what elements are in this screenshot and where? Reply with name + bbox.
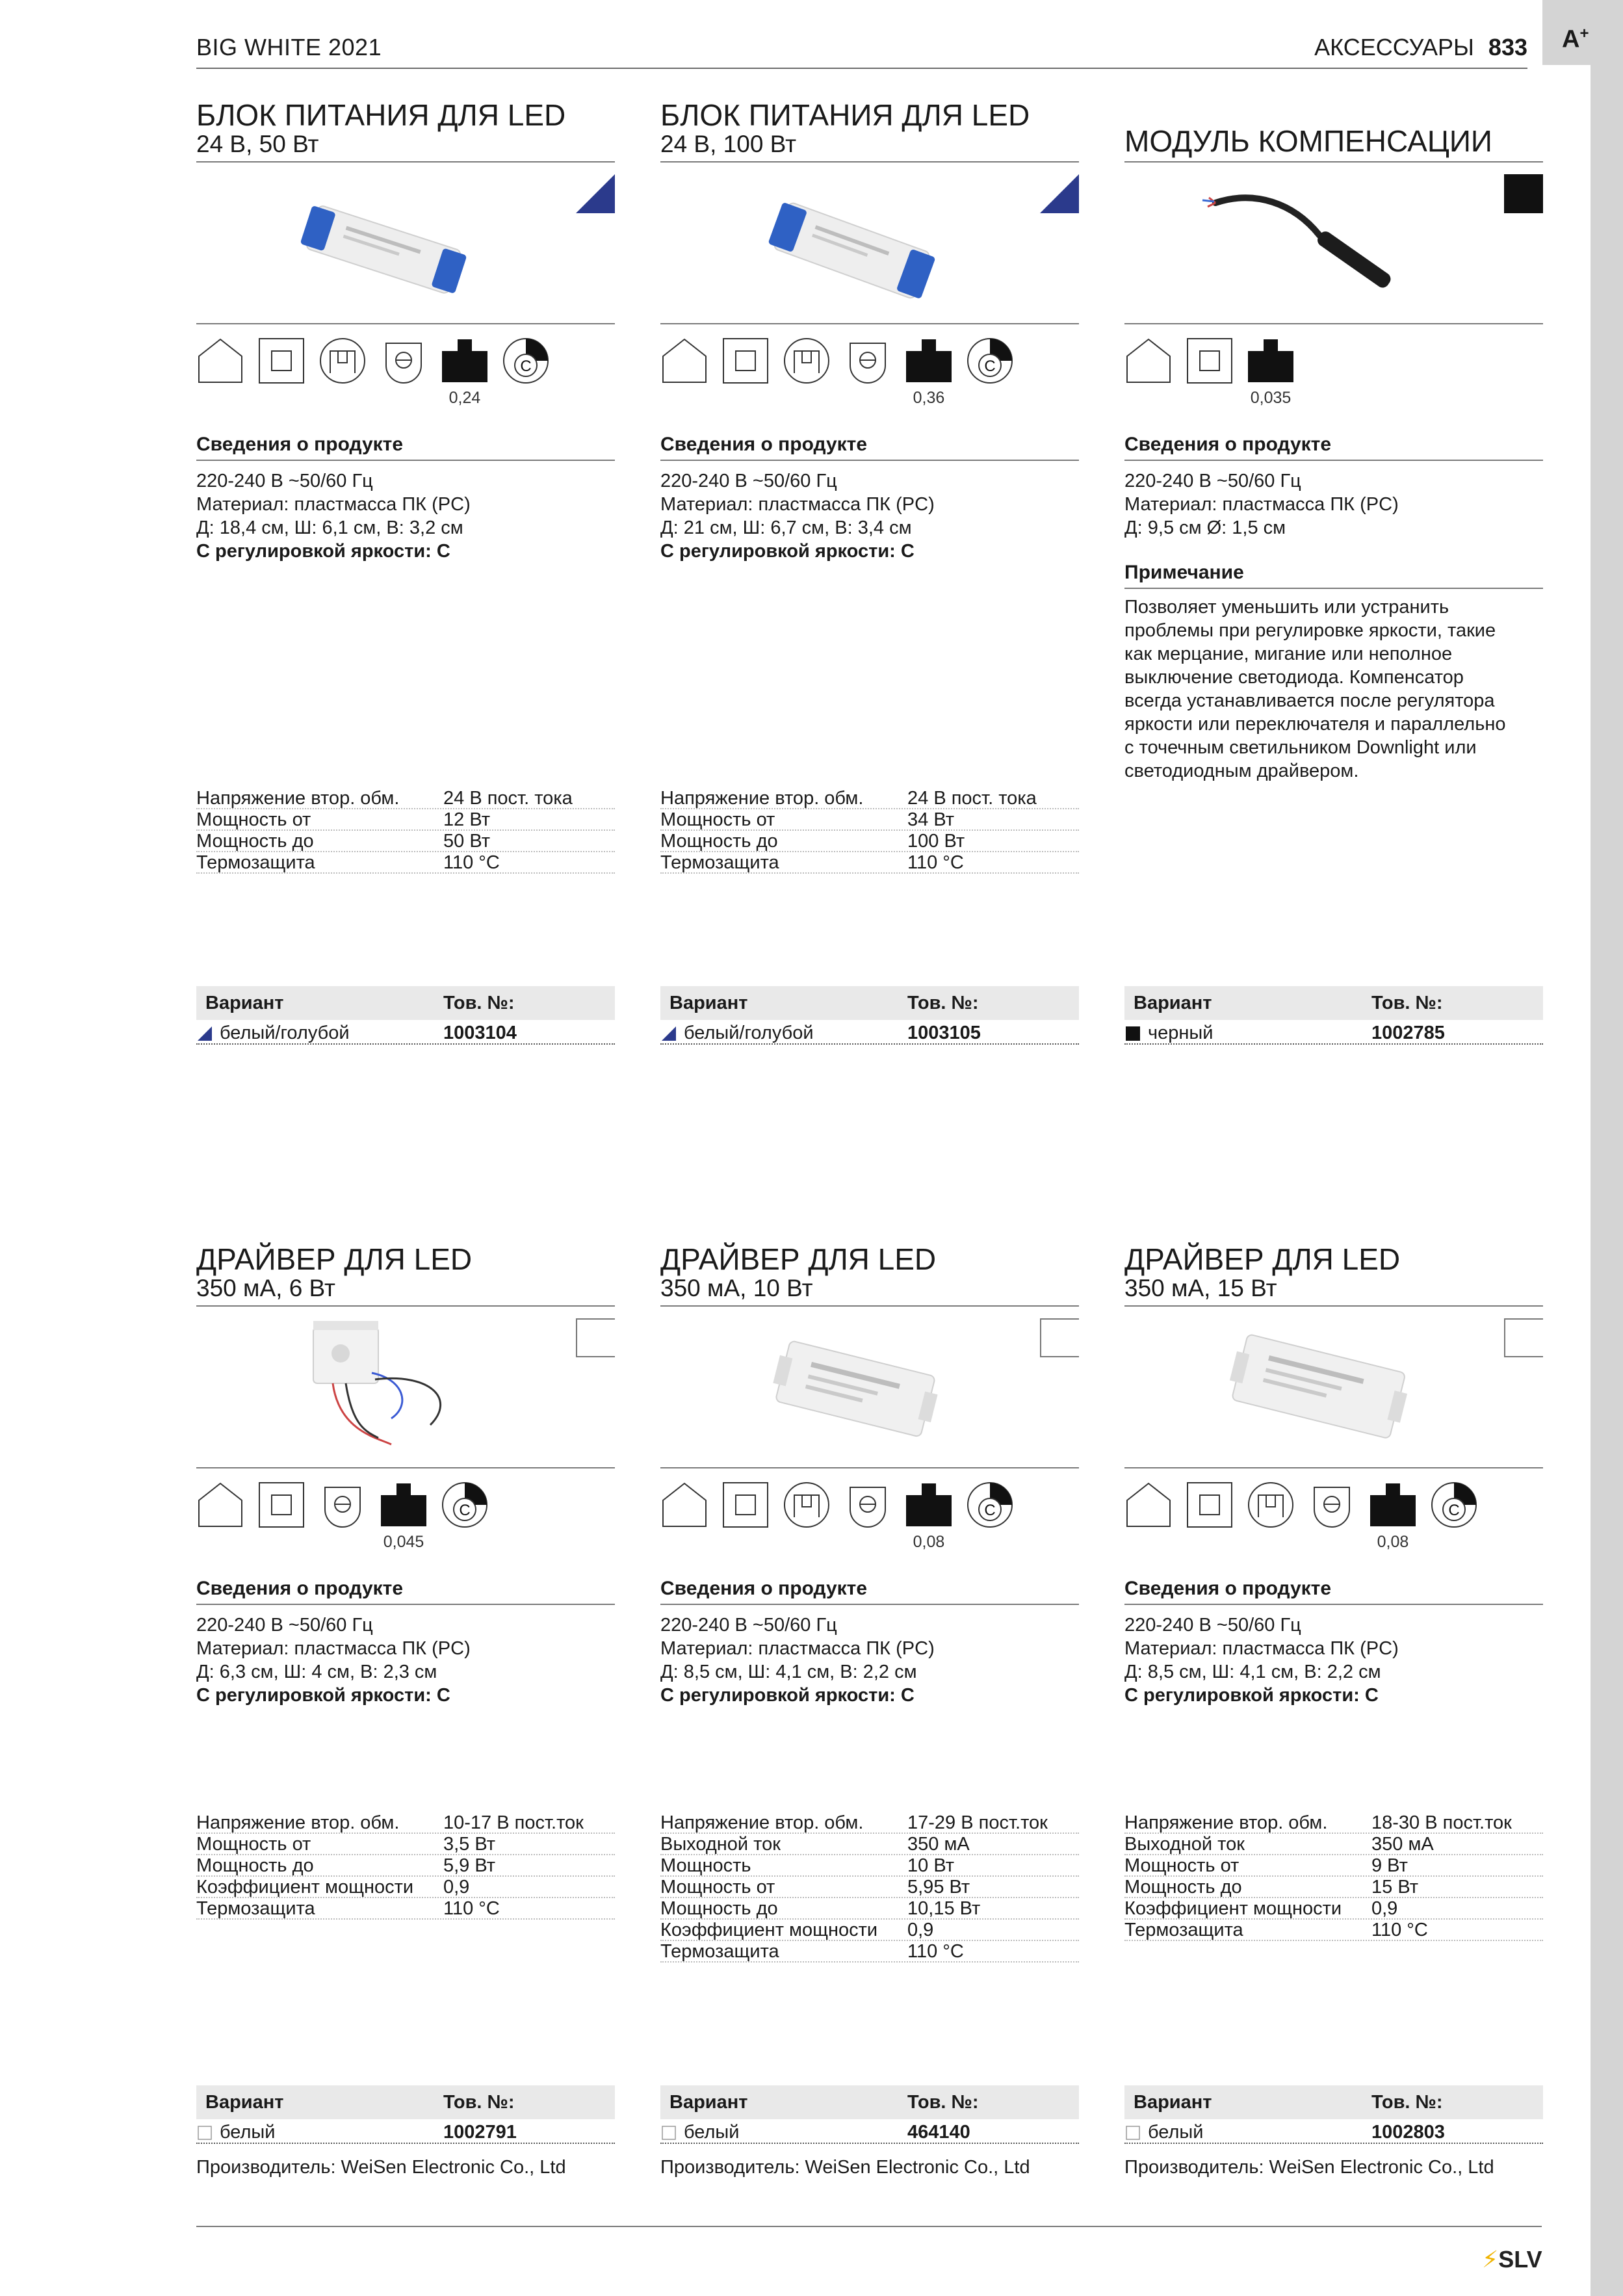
thermal-protection-icon (1308, 1481, 1356, 1529)
spec-value: 10,15 Вт (907, 1898, 981, 1919)
energy-class-tab (1542, 0, 1623, 65)
brand-name: SLV (1498, 2246, 1542, 2273)
note-section-title: Примечание (1124, 562, 1543, 589)
weight-value: 0,24 (448, 389, 481, 407)
item-number: 1003104 (443, 1023, 517, 1043)
dimming-info: С регулировкой яркости: C (196, 1685, 450, 1706)
spec-row (196, 1812, 615, 1834)
divider (196, 1467, 615, 1468)
spec-row (660, 1855, 1079, 1877)
variant-header (1124, 2085, 1543, 2119)
dimming-info: С регулировкой яркости: C (196, 541, 450, 562)
protection-class-icon (1186, 1481, 1234, 1529)
side-strip (1591, 0, 1623, 2296)
note-line: всегда устанавливается после регулятора (1124, 690, 1495, 711)
spec-row (660, 1898, 1079, 1920)
variant-header (660, 2085, 1079, 2119)
swatch-blue-icon (198, 1026, 212, 1041)
spec-key: Термозащита (660, 1941, 779, 1962)
spec-row (1124, 1898, 1543, 1920)
spec-key: Мощность (660, 1855, 751, 1876)
thermal-protection-icon (844, 337, 892, 385)
dimming-c-icon (966, 1481, 1014, 1529)
product-card (196, 1243, 615, 2185)
spec-row (196, 1855, 615, 1877)
thermal-protection-icon (380, 337, 428, 385)
variant-row (1124, 1020, 1543, 1045)
spec-value: 110 °C (443, 1898, 500, 1919)
catalog-title: BIG WHITE 2021 (196, 34, 382, 60)
divider (1124, 1467, 1543, 1468)
divider (1124, 323, 1543, 324)
spec-row (196, 852, 615, 874)
item-no-col: Тов. №: (443, 993, 515, 1013)
product-info (660, 469, 1079, 563)
spec-key: Термозащита (196, 1898, 315, 1919)
spec-value: 10-17 В пост.ток (443, 1812, 584, 1833)
spec-key: Напряжение втор. обм. (196, 1812, 400, 1833)
variant-table (1124, 986, 1543, 1045)
product-card (1124, 99, 1543, 1041)
thermal-protection-icon (318, 1481, 367, 1529)
tab-sup: + (1579, 25, 1589, 42)
spec-key: Мощность до (1124, 1877, 1242, 1898)
product-card (660, 99, 1079, 1041)
spec-value: 0,9 (1371, 1898, 1398, 1919)
note-line: проблемы при регулировке яркости, такие (1124, 620, 1496, 641)
spec-value: 350 мА (1371, 1834, 1434, 1855)
page-header (196, 34, 1527, 69)
swatch-black-icon (1126, 1026, 1140, 1041)
spec-value: 5,9 Вт (443, 1855, 496, 1876)
product-info (1124, 469, 1543, 540)
note-line: яркости или переключателя и параллельно (1124, 714, 1506, 735)
variant-table (1124, 2085, 1543, 2144)
divider (660, 1467, 1079, 1468)
spec-key: Мощность до (196, 1855, 314, 1876)
info-line: Материал: пластмасса ПК (PC) (1124, 1638, 1399, 1659)
weight-icon (1247, 337, 1295, 385)
footer-divider (196, 2226, 1542, 2227)
spec-value: 9 Вт (1371, 1855, 1408, 1876)
spec-value: 110 °C (907, 852, 964, 873)
variant-col: Вариант (205, 993, 284, 1013)
spec-row (1124, 1920, 1543, 1941)
indoor-house-icon (196, 337, 244, 385)
product-title: БЛОК ПИТАНИЯ ДЛЯ LED (196, 98, 566, 132)
product-subtitle: 350 мА, 6 Вт (196, 1275, 335, 1301)
dimming-c-icon (1430, 1481, 1478, 1529)
info-line: Материал: пластмасса ПК (PC) (1124, 494, 1399, 515)
dimming-c-icon (502, 337, 550, 385)
info-line: 220-240 В ~50/60 Гц (660, 1615, 837, 1636)
independent-driver-icon (783, 1481, 831, 1529)
product-image-driver-15w (1124, 1308, 1543, 1469)
variant-name: белый/голубой (684, 1023, 814, 1043)
product-info (196, 469, 615, 563)
spec-value: 350 мА (907, 1834, 970, 1855)
svg-text:C: C (1448, 1502, 1460, 1519)
spec-value: 18-30 В пост.ток (1371, 1812, 1512, 1833)
spec-key: Термозащита (660, 852, 779, 873)
product-subtitle: 24 В, 50 Вт (196, 131, 319, 157)
dimming-c-icon (441, 1481, 489, 1529)
manufacturer: Производитель: WeiSen Electronic Co., Ltd (196, 2157, 566, 2178)
svg-text:C: C (459, 1502, 471, 1519)
product-subtitle: 350 мА, 15 Вт (1124, 1275, 1277, 1301)
manufacturer: Производитель: WeiSen Electronic Co., Ltd (1124, 2157, 1494, 2178)
spec-value: 100 Вт (907, 831, 965, 852)
spec-key: Выходной ток (1124, 1834, 1245, 1855)
spec-key: Выходной ток (660, 1834, 781, 1855)
specs-table (196, 1812, 615, 1920)
weight-value: 0,08 (913, 1533, 945, 1551)
product-image-compensation-module (1124, 164, 1543, 325)
product-subtitle: 350 мА, 10 Вт (660, 1275, 813, 1301)
note-line: светодиодным драйвером. (1124, 761, 1359, 781)
weight-icon (1369, 1481, 1417, 1529)
spec-key: Мощность до (660, 831, 778, 852)
spec-key: Мощность от (196, 1834, 311, 1855)
variant-name: белый/голубой (220, 1023, 350, 1043)
specs-table (1124, 1812, 1543, 1941)
note-line: с точечным светильником Downlight или (1124, 737, 1477, 758)
indoor-house-icon (1124, 337, 1173, 385)
dimming-info: С регулировкой яркости: C (1124, 1685, 1379, 1706)
manufacturer: Производитель: WeiSen Electronic Co., Ltd (660, 2157, 1030, 2178)
variant-name: белый (1148, 2122, 1204, 2143)
item-no-col: Тов. №: (907, 993, 979, 1013)
spec-key: Мощность до (196, 831, 314, 852)
info-line: 220-240 В ~50/60 Гц (1124, 471, 1301, 491)
item-no-col: Тов. №: (443, 2092, 515, 2113)
info-line: Д: 18,4 см, Ш: 6,1 см, В: 3,2 см (196, 517, 463, 538)
spec-value: 34 Вт (907, 809, 954, 830)
spec-value: 110 °C (1371, 1920, 1428, 1940)
info-line: Д: 9,5 см Ø: 1,5 см (1124, 517, 1286, 538)
info-line: Д: 8,5 см, Ш: 4,1 см, В: 2,2 см (1124, 1662, 1381, 1682)
spec-key: Напряжение втор. обм. (1124, 1812, 1328, 1833)
variant-row (1124, 2119, 1543, 2144)
icons-row (660, 1481, 1079, 1552)
info-section-title: Сведения о продукте (1124, 1578, 1543, 1605)
dimming-c-icon (966, 337, 1014, 385)
section-title: АКСЕССУАРЫ (1314, 34, 1474, 60)
divider (1124, 161, 1543, 163)
item-no-col: Тов. №: (1371, 993, 1443, 1013)
spec-value: 110 °C (907, 1941, 964, 1962)
protection-class-icon (721, 337, 770, 385)
variant-table (196, 986, 615, 1045)
spec-key: Мощность от (660, 1877, 775, 1898)
protection-class-icon (257, 1481, 305, 1529)
info-section-title: Сведения о продукте (196, 1578, 615, 1605)
variant-row (660, 2119, 1079, 2144)
variant-table (196, 2085, 615, 2144)
product-title: ДРАЙВЕР ДЛЯ LED (196, 1242, 473, 1276)
protection-class-icon (721, 1481, 770, 1529)
protection-class-icon (1186, 337, 1234, 385)
weight-icon (905, 337, 953, 385)
svg-text:C: C (520, 358, 532, 375)
variant-header (1124, 986, 1543, 1020)
icons-row (196, 337, 615, 408)
spec-value: 15 Вт (1371, 1877, 1418, 1898)
item-no-col: Тов. №: (1371, 2092, 1443, 2113)
spec-value: 24 В пост. тока (443, 788, 573, 809)
variant-table (660, 2085, 1079, 2144)
spec-value: 5,95 Вт (907, 1877, 970, 1898)
thermal-protection-icon (844, 1481, 892, 1529)
item-no-col: Тов. №: (907, 2092, 979, 2113)
swatch-white-icon (1126, 2126, 1140, 2140)
variant-header (196, 2085, 615, 2119)
spec-value: 12 Вт (443, 809, 490, 830)
divider (660, 161, 1079, 163)
spec-row (660, 831, 1079, 852)
spec-key: Коэффициент мощности (1124, 1898, 1342, 1919)
info-section-title: Сведения о продукте (660, 434, 1079, 461)
indoor-house-icon (1124, 1481, 1173, 1529)
product-subtitle: 24 В, 100 Вт (660, 131, 797, 157)
info-section-title: Сведения о продукте (1124, 434, 1543, 461)
spec-row (196, 831, 615, 852)
spec-row (660, 788, 1079, 809)
svg-text:C: C (984, 358, 996, 375)
info-line: Д: 21 см, Ш: 6,7 см, В: 3,4 см (660, 517, 912, 538)
variant-table (660, 986, 1079, 1045)
svg-text:C: C (984, 1502, 996, 1519)
spec-row (1124, 1812, 1543, 1834)
spec-row (1124, 1877, 1543, 1898)
spec-key: Напряжение втор. обм. (660, 1812, 864, 1833)
info-line: Материал: пластмасса ПК (PC) (660, 494, 935, 515)
spec-key: Мощность до (660, 1898, 778, 1919)
spec-value: 110 °C (443, 852, 500, 873)
info-line: 220-240 В ~50/60 Гц (196, 471, 373, 491)
indoor-house-icon (196, 1481, 244, 1529)
product-image-power-supply (196, 164, 615, 325)
spec-row (196, 1834, 615, 1855)
spec-row (660, 852, 1079, 874)
spec-value: 50 Вт (443, 831, 490, 852)
icons-row (1124, 1481, 1543, 1552)
weight-value: 0,035 (1250, 389, 1292, 407)
icons-row (196, 1481, 615, 1552)
item-number: 1002791 (443, 2122, 517, 2143)
independent-driver-icon (1247, 1481, 1295, 1529)
spec-row (196, 788, 615, 809)
spec-key: Напряжение втор. обм. (660, 788, 864, 809)
variant-col: Вариант (1134, 2092, 1212, 2113)
spec-value: 0,9 (443, 1877, 470, 1898)
specs-table (660, 788, 1079, 874)
product-title: ДРАЙВЕР ДЛЯ LED (660, 1242, 937, 1276)
item-number: 464140 (907, 2122, 970, 2143)
note-line: выключение светодиода. Компенсатор (1124, 667, 1464, 688)
icons-row (1124, 337, 1543, 408)
dimming-info: С регулировкой яркости: C (660, 1685, 915, 1706)
spec-value: 3,5 Вт (443, 1834, 496, 1855)
spec-key: Коэффициент мощности (196, 1877, 414, 1898)
spec-row (196, 809, 615, 831)
product-info (660, 1613, 1079, 1707)
spec-key: Напряжение втор. обм. (196, 788, 400, 809)
variant-col: Вариант (669, 993, 748, 1013)
variant-header (660, 986, 1079, 1020)
item-number: 1002803 (1371, 2122, 1445, 2143)
spec-value: 0,9 (907, 1920, 934, 1940)
variant-row (660, 1020, 1079, 1045)
variant-header (196, 986, 615, 1020)
weight-value: 0,045 (383, 1533, 424, 1551)
indoor-house-icon (660, 337, 708, 385)
weight-icon (441, 337, 489, 385)
spec-key: Термозащита (196, 852, 315, 873)
divider (196, 323, 615, 324)
variant-name: белый (220, 2122, 276, 2143)
info-line: 220-240 В ~50/60 Гц (1124, 1615, 1301, 1636)
swatch-white-icon (662, 2126, 676, 2140)
variant-col: Вариант (1134, 993, 1212, 1013)
variant-name: белый (684, 2122, 740, 2143)
variant-name: черный (1148, 1023, 1214, 1043)
product-title: ДРАЙВЕР ДЛЯ LED (1124, 1242, 1401, 1276)
specs-table (196, 788, 615, 874)
weight-value: 0,08 (1377, 1533, 1409, 1551)
spec-value: 10 Вт (907, 1855, 954, 1876)
info-section-title: Сведения о продукте (660, 1578, 1079, 1605)
page-number: 833 (1488, 34, 1527, 60)
icons-row (660, 337, 1079, 408)
spec-row (196, 1877, 615, 1898)
product-title: БЛОК ПИТАНИЯ ДЛЯ LED (660, 98, 1030, 132)
independent-driver-icon (318, 337, 367, 385)
divider (660, 1305, 1079, 1307)
spec-value: 17-29 В пост.ток (907, 1812, 1048, 1833)
indoor-house-icon (660, 1481, 708, 1529)
product-info (1124, 1613, 1543, 1707)
divider (196, 161, 615, 163)
spec-key: Мощность от (196, 809, 311, 830)
spec-row (660, 1920, 1079, 1941)
protection-class-icon (257, 337, 305, 385)
spec-key: Мощность от (660, 809, 775, 830)
item-number: 1002785 (1371, 1023, 1445, 1043)
variant-row (196, 2119, 615, 2144)
item-number: 1003105 (907, 1023, 981, 1043)
product-image-driver-6w (196, 1308, 615, 1469)
variant-col: Вариант (669, 2092, 748, 2113)
spec-row (1124, 1855, 1543, 1877)
swatch-white-icon (198, 2126, 212, 2140)
independent-driver-icon (783, 337, 831, 385)
note-text (1124, 595, 1514, 783)
info-section-title: Сведения о продукте (196, 434, 615, 461)
slv-logo (1482, 2246, 1542, 2273)
spec-row (660, 1877, 1079, 1898)
info-line: Материал: пластмасса ПК (PC) (196, 494, 471, 515)
weight-icon (380, 1481, 428, 1529)
swatch-blue-icon (662, 1026, 676, 1041)
spec-key: Мощность от (1124, 1855, 1240, 1876)
product-title: МОДУЛЬ КОМПЕНСАЦИИ (1124, 124, 1492, 158)
info-line: Д: 6,3 см, Ш: 4 см, В: 2,3 см (196, 1662, 437, 1682)
info-line: 220-240 В ~50/60 Гц (660, 471, 837, 491)
divider (1124, 1305, 1543, 1307)
info-line: Материал: пластмасса ПК (PC) (660, 1638, 935, 1659)
specs-table (660, 1812, 1079, 1963)
variant-row (196, 1020, 615, 1045)
info-line: Д: 8,5 см, Ш: 4,1 см, В: 2,2 см (660, 1662, 917, 1682)
product-card (1124, 1243, 1543, 2185)
spec-row (660, 809, 1079, 831)
section-header (1314, 34, 1527, 61)
product-image-driver-10w (660, 1308, 1079, 1469)
variant-col: Вариант (205, 2092, 284, 2113)
spec-row (660, 1834, 1079, 1855)
bolt-icon: ⚡ (1482, 2246, 1499, 2273)
spec-key: Термозащита (1124, 1920, 1243, 1940)
weight-icon (905, 1481, 953, 1529)
tab-label: A (1562, 25, 1580, 53)
product-card (196, 99, 615, 1041)
divider (660, 323, 1079, 324)
info-line: Материал: пластмасса ПК (PC) (196, 1638, 471, 1659)
product-card (660, 1243, 1079, 2185)
note-line: как мерцание, мигание или неполное (1124, 644, 1453, 664)
weight-value: 0,36 (913, 389, 945, 407)
product-image-power-supply (660, 164, 1079, 325)
info-line: 220-240 В ~50/60 Гц (196, 1615, 373, 1636)
spec-row (1124, 1834, 1543, 1855)
note-line: Позволяет уменьшить или устранить (1124, 597, 1449, 618)
divider (196, 1305, 615, 1307)
product-info (196, 1613, 615, 1707)
spec-value: 24 В пост. тока (907, 788, 1037, 809)
spec-row (660, 1941, 1079, 1963)
spec-key: Коэффициент мощности (660, 1920, 878, 1940)
spec-row (196, 1898, 615, 1920)
spec-row (660, 1812, 1079, 1834)
dimming-info: С регулировкой яркости: C (660, 541, 915, 562)
